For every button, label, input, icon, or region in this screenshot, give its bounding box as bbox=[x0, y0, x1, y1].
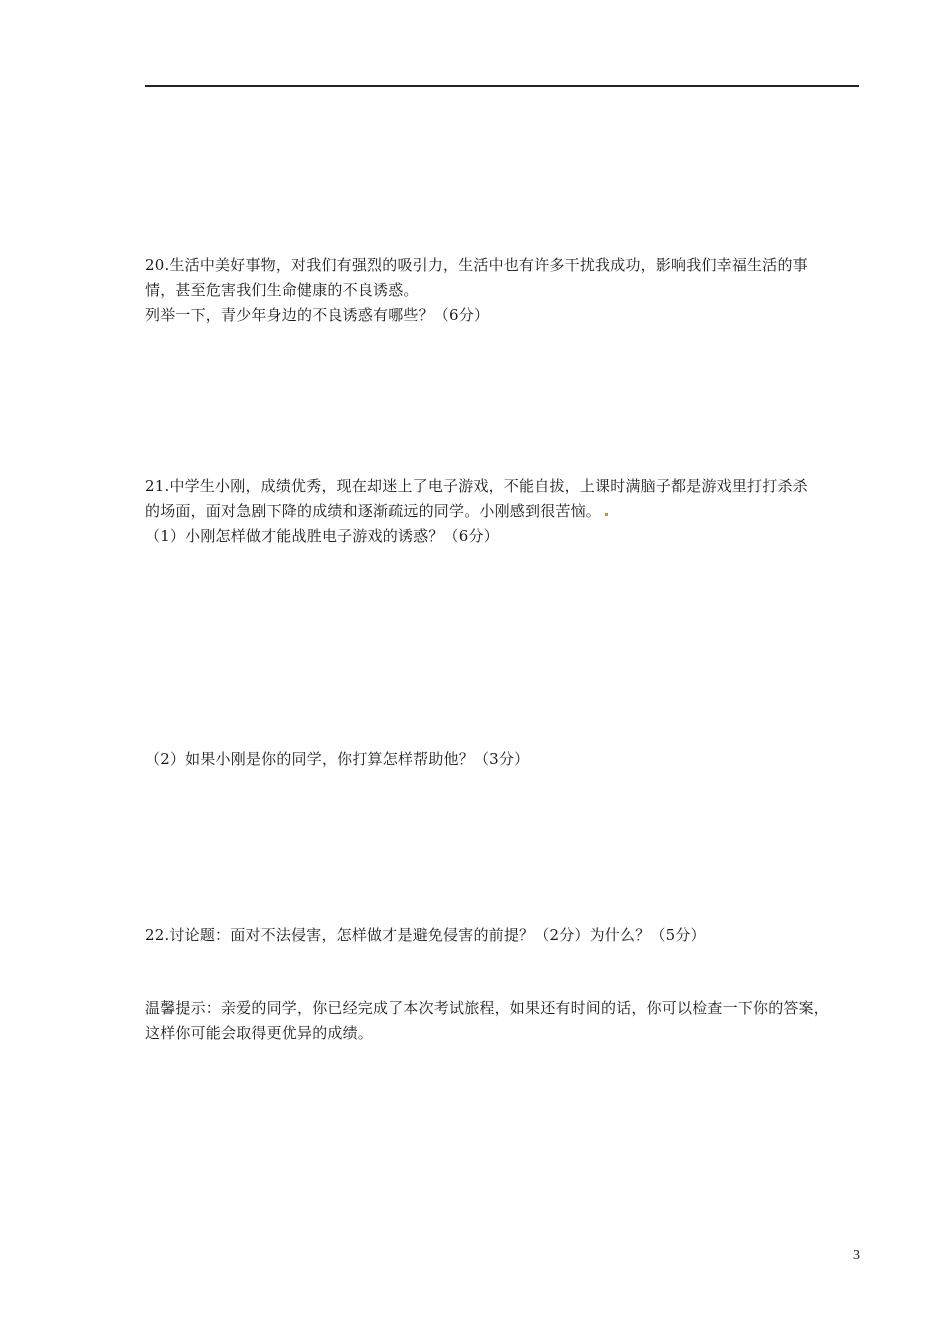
question-20-line-2: 情，甚至危害我们生命健康的不良诱惑。 bbox=[145, 281, 419, 299]
question-21-part-2 bbox=[145, 747, 875, 772]
question-21-line-2: 的场面，面对急剧下降的成绩和逐渐疏远的同学。小刚感到很苦恼。 bbox=[145, 502, 602, 520]
question-21-sub-1: （1）小刚怎样做才能战胜电子游戏的诱惑？（6分） bbox=[145, 527, 499, 545]
question-20-prompt: 列举一下，青少年身边的不良诱惑有哪些？（6分） bbox=[145, 306, 490, 324]
question-22-line-1: 22.讨论题：面对不法侵害，怎样做才是避免侵害的前提？（2分）为什么？（5分） bbox=[145, 926, 706, 944]
question-20 bbox=[145, 253, 875, 328]
closing-tip-line-2: 这样你可能会取得更优异的成绩。 bbox=[145, 1024, 374, 1042]
page-number: 3 bbox=[853, 1248, 860, 1263]
question-21-line-2-wrap bbox=[145, 499, 875, 524]
question-21 bbox=[145, 474, 875, 549]
question-22 bbox=[145, 923, 875, 948]
closing-tip bbox=[145, 996, 875, 1046]
question-21-line-1: 21.中学生小刚，成绩优秀，现在却迷上了电子游戏，不能自拔，上课时满脑子都是游戏里打打杀杀 bbox=[145, 477, 808, 495]
header-rule bbox=[145, 85, 859, 87]
stray-mark bbox=[605, 513, 608, 516]
closing-tip-line-1: 温馨提示：亲爱的同学，你已经完成了本次考试旅程，如果还有时间的话，你可以检查一下你的答案， bbox=[145, 999, 830, 1017]
question-21-sub-2: （2）如果小刚是你的同学，你打算怎样帮助他？（3分） bbox=[145, 750, 530, 768]
question-20-line-1: 20.生活中美好事物，对我们有强烈的吸引力，生活中也有许多干扰我成功，影响我们幸福生活的事 bbox=[145, 256, 808, 274]
